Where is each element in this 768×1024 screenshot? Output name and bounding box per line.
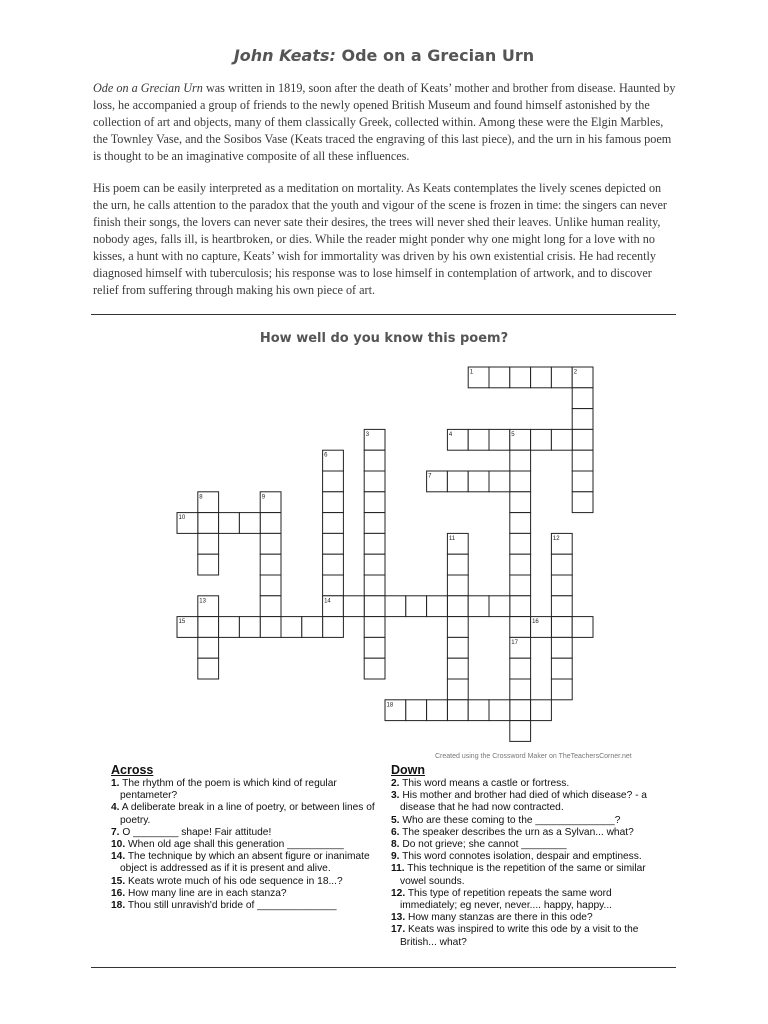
crossword-cell[interactable] bbox=[468, 471, 489, 492]
clue-text: Keats wrote much of his ode sequence in 18...? bbox=[125, 875, 343, 887]
crossword-cell[interactable] bbox=[468, 700, 489, 721]
clue-text: How many stanzas are there in this ode? bbox=[405, 912, 593, 924]
down-clue bbox=[391, 778, 663, 790]
crossword-cell[interactable] bbox=[551, 575, 572, 596]
cell-number: 1 bbox=[469, 369, 474, 376]
crossword-cell[interactable] bbox=[572, 388, 593, 409]
down-clue bbox=[391, 815, 663, 827]
clue-text: This technique is the repetition of the same or similar vowel sounds. bbox=[400, 863, 646, 887]
crossword-cell[interactable] bbox=[447, 617, 468, 638]
crossword-cell[interactable] bbox=[510, 471, 531, 492]
across-clue bbox=[111, 876, 376, 888]
crossword-cell[interactable] bbox=[323, 492, 344, 513]
crossword-cell[interactable] bbox=[364, 554, 385, 575]
clue-number: 11. bbox=[391, 863, 405, 875]
crossword-cell[interactable] bbox=[364, 471, 385, 492]
crossword-cell[interactable] bbox=[364, 533, 385, 554]
crossword-cell[interactable] bbox=[551, 596, 572, 617]
crossword-cell[interactable] bbox=[364, 492, 385, 513]
crossword-cell[interactable] bbox=[468, 429, 489, 450]
across-clue bbox=[111, 802, 376, 826]
down-clue bbox=[391, 839, 663, 851]
crossword-cell[interactable] bbox=[551, 658, 572, 679]
crossword-cell[interactable] bbox=[551, 429, 572, 450]
clue-number: 3. bbox=[391, 790, 400, 802]
quiz-heading: How well do you know this poem? bbox=[259, 331, 509, 346]
clue-number: 16. bbox=[111, 887, 126, 899]
bottom-divider bbox=[91, 967, 676, 968]
crossword-cell[interactable] bbox=[510, 533, 531, 554]
crossword-cell[interactable] bbox=[572, 617, 593, 638]
down-heading: Down bbox=[391, 763, 426, 777]
title-author: John Keats: bbox=[233, 46, 336, 65]
crossword-cell[interactable] bbox=[489, 700, 510, 721]
down-clue bbox=[391, 912, 663, 924]
clue-text: When old age shall this generation __________ bbox=[125, 839, 344, 851]
crossword-cell[interactable] bbox=[510, 679, 531, 700]
clue-number: 13. bbox=[391, 912, 406, 924]
crossword-cell[interactable] bbox=[551, 637, 572, 658]
cell-number: 14 bbox=[324, 598, 331, 605]
across-clue-list bbox=[111, 778, 376, 912]
poem-name: Ode on a Grecian Urn bbox=[93, 81, 203, 95]
crossword-cell[interactable] bbox=[447, 679, 468, 700]
clue-text: This type of repetition repeats the same word immediately; eg never, never.... happy, happy... bbox=[400, 887, 612, 912]
crossword-cell[interactable] bbox=[510, 492, 531, 513]
crossword-cell[interactable] bbox=[510, 554, 531, 575]
clue-text: O ________ shape! Fair attitude! bbox=[119, 826, 272, 838]
clue-text: Who are these coming to the ______________? bbox=[399, 814, 621, 826]
across-clue bbox=[111, 888, 376, 900]
clue-number: 10. bbox=[111, 839, 126, 851]
clue-number: 14. bbox=[111, 851, 126, 863]
crossword-cell[interactable] bbox=[489, 367, 510, 388]
cell-number: 4 bbox=[448, 431, 453, 438]
crossword-cell[interactable] bbox=[323, 554, 344, 575]
clue-text: This word connotes isolation, despair and emptiness. bbox=[399, 851, 642, 863]
crossword-cell[interactable] bbox=[531, 700, 552, 721]
crossword-cell[interactable] bbox=[323, 575, 344, 596]
clue-number: 17. bbox=[391, 924, 406, 936]
down-clue bbox=[391, 863, 663, 887]
crossword-cell[interactable] bbox=[239, 617, 260, 638]
cell-number: 6 bbox=[324, 452, 328, 459]
crossword-cell[interactable] bbox=[572, 492, 593, 513]
crossword-cell[interactable] bbox=[364, 617, 385, 638]
crossword-cell[interactable] bbox=[364, 575, 385, 596]
crossword-cell[interactable] bbox=[260, 533, 281, 554]
crossword-cell[interactable] bbox=[239, 513, 260, 534]
crossword-cell[interactable] bbox=[447, 637, 468, 658]
crossword-cell[interactable] bbox=[260, 513, 281, 534]
crossword-cell[interactable] bbox=[531, 429, 552, 450]
clue-text: How many line are in each stanza? bbox=[125, 887, 287, 899]
across-heading: Across bbox=[111, 763, 154, 777]
crossword-cell[interactable] bbox=[551, 617, 572, 638]
title-poem: Ode on a Grecian Urn bbox=[341, 46, 535, 65]
crossword-cell[interactable] bbox=[510, 658, 531, 679]
crossword-cell[interactable] bbox=[572, 429, 593, 450]
down-clue bbox=[391, 888, 663, 912]
cell-number: 5 bbox=[511, 431, 515, 438]
crossword-cell[interactable] bbox=[198, 533, 219, 554]
crossword-cell[interactable] bbox=[364, 637, 385, 658]
cell-number: 9 bbox=[261, 494, 266, 501]
clue-text: His mother and brother had died of which disease? - a disease that he had now contracted. bbox=[399, 790, 647, 814]
crossword-cell[interactable] bbox=[364, 513, 385, 534]
crossword-cell[interactable] bbox=[219, 617, 240, 638]
crossword-cell[interactable] bbox=[489, 471, 510, 492]
crossword-cell[interactable] bbox=[323, 533, 344, 554]
crossword-cell[interactable] bbox=[364, 450, 385, 471]
clue-number: 18. bbox=[111, 900, 126, 912]
crossword-cell[interactable] bbox=[323, 513, 344, 534]
crossword-cell[interactable] bbox=[447, 596, 468, 617]
cell-number: 2 bbox=[573, 369, 578, 376]
crossword-cell[interactable] bbox=[427, 596, 448, 617]
clue-number: 1. bbox=[111, 778, 120, 789]
clue-number: 2. bbox=[391, 778, 400, 789]
clue-text: Do not grieve; she cannot ________ bbox=[399, 839, 567, 851]
crossword-cell[interactable] bbox=[572, 471, 593, 492]
crossword-cell[interactable] bbox=[406, 700, 427, 721]
crossword-cell[interactable] bbox=[510, 596, 531, 617]
credit-line: Created using the Crossword Maker on TheTeachersCorner.net bbox=[435, 753, 632, 760]
down-clue bbox=[391, 924, 663, 948]
crossword-cell[interactable] bbox=[343, 596, 364, 617]
crossword-cell[interactable] bbox=[260, 596, 281, 617]
across-clue bbox=[111, 900, 376, 912]
cell-number: 16 bbox=[532, 619, 539, 626]
crossword-cell[interactable] bbox=[281, 617, 302, 638]
crossword-cell[interactable] bbox=[385, 596, 406, 617]
clue-text: Thou still unravish'd bride of ______________ bbox=[125, 900, 337, 912]
crossword-cell[interactable] bbox=[260, 575, 281, 596]
crossword-cell[interactable] bbox=[510, 575, 531, 596]
crossword-cell[interactable] bbox=[551, 679, 572, 700]
across-clues bbox=[111, 763, 376, 912]
crossword-cell[interactable] bbox=[427, 700, 448, 721]
crossword-cell[interactable] bbox=[531, 367, 552, 388]
crossword-cell[interactable] bbox=[489, 429, 510, 450]
crossword-cell[interactable] bbox=[260, 617, 281, 638]
cell-number: 12 bbox=[552, 535, 560, 542]
crossword-cell[interactable] bbox=[489, 596, 510, 617]
crossword-cell[interactable] bbox=[447, 658, 468, 679]
crossword-cell[interactable] bbox=[551, 554, 572, 575]
clue-number: 12. bbox=[391, 887, 406, 899]
across-clue bbox=[111, 827, 376, 839]
clue-number: 5. bbox=[391, 814, 400, 826]
crossword-cell[interactable] bbox=[447, 554, 468, 575]
crossword-cell[interactable] bbox=[198, 637, 219, 658]
cell-number: 15 bbox=[178, 619, 186, 626]
cell-number: 18 bbox=[386, 702, 394, 709]
down-clues bbox=[391, 763, 663, 949]
crossword-cell[interactable] bbox=[406, 596, 427, 617]
clue-text: The speaker describes the urn as a Sylvan... what? bbox=[399, 826, 634, 838]
crossword-cell[interactable] bbox=[510, 513, 531, 534]
crossword-cell[interactable] bbox=[198, 617, 219, 638]
cell-number: 3 bbox=[365, 431, 370, 438]
clue-number: 6. bbox=[391, 826, 400, 838]
clue-text: The technique by which an absent figure or inanimate object is addressed as if it is present and alive. bbox=[120, 851, 370, 875]
clue-number: 4. bbox=[111, 802, 120, 814]
clue-number: 15. bbox=[111, 875, 126, 887]
across-clue bbox=[111, 839, 376, 851]
crossword-cell[interactable] bbox=[447, 575, 468, 596]
cell-number: 17 bbox=[511, 639, 518, 646]
clue-text: This word means a castle or fortress. bbox=[399, 778, 570, 789]
crossword-cell[interactable] bbox=[198, 554, 219, 575]
down-clue bbox=[391, 827, 663, 839]
clue-text: Keats was inspired to write this ode by a visit to the British... what? bbox=[400, 924, 639, 948]
intro-paragraph-1-text: was written in 1819, soon after the death of Keats’ mother and brother from disease. Haunted by loss, he accompanied a group of friends to the newly opened British Museum and found himself astonished by the collection of art and objects, many of them classically Greek, collected within. Among these were the Elgin Marbles, the Townley Vase, and the Sosibos Vase (Keats traced the engraving of this last piece), and the urn in his famous poem is thought to be an imaginative composite of all these influences. bbox=[93, 81, 676, 163]
clue-number: 9. bbox=[391, 851, 400, 863]
across-clue bbox=[111, 851, 376, 875]
down-clue bbox=[391, 790, 663, 814]
crossword-cell[interactable] bbox=[302, 617, 323, 638]
crossword-cell[interactable] bbox=[572, 450, 593, 471]
crossword-cell[interactable] bbox=[510, 367, 531, 388]
cell-number: 13 bbox=[199, 598, 206, 605]
crossword-cell[interactable] bbox=[510, 450, 531, 471]
clue-text: The rhythm of the poem is which kind of regular pentameter? bbox=[119, 778, 337, 802]
clue-text: A deliberate break in a line of poetry, or between lines of poetry. bbox=[119, 802, 375, 826]
crossword-cell[interactable] bbox=[364, 596, 385, 617]
crossword-cell[interactable] bbox=[364, 658, 385, 679]
crossword-cell[interactable] bbox=[572, 409, 593, 430]
crossword-cell[interactable] bbox=[510, 617, 531, 638]
crossword-cell[interactable] bbox=[551, 367, 572, 388]
cell-number: 10 bbox=[178, 515, 186, 522]
crossword-cell[interactable] bbox=[219, 513, 240, 534]
crossword-cell[interactable] bbox=[447, 471, 468, 492]
intro-paragraph-2: His poem can be easily interpreted as a meditation on mortality. As Keats contemplates the lively scenes depicted on the urn, he calls attention to the paradox that the youth and vigour of the scene is frozen in time: the singers can never finish their songs, the lovers can never sate their desires, the trees will never shed their leaves. Unlike human reality, nobody ages, falls ill, is heartbroken, or dies. While the reader might ponder why one might long for a love with no kisses, a hunt with no capture, Keats’ wish for immortality was driven by his own existential crisis. He had recently diagnosed himself with tuberculosis; his response was to lose himself in contemplation of artwork, and to discover relief from suffering through making his own piece of art. bbox=[93, 181, 667, 297]
crossword-cell[interactable] bbox=[198, 658, 219, 679]
down-clue bbox=[391, 851, 663, 863]
cell-number: 8 bbox=[199, 494, 203, 501]
clue-number: 7. bbox=[111, 826, 120, 838]
down-clue-list bbox=[391, 778, 663, 949]
crossword-cell[interactable] bbox=[510, 700, 531, 721]
across-clue bbox=[111, 778, 376, 802]
crossword-cell[interactable] bbox=[468, 596, 489, 617]
cell-number: 11 bbox=[448, 535, 456, 542]
crossword-cell[interactable] bbox=[510, 721, 531, 742]
crossword-cell[interactable] bbox=[323, 617, 344, 638]
cell-number: 7 bbox=[428, 473, 432, 480]
crossword-cell[interactable] bbox=[198, 513, 219, 534]
crossword-cell[interactable] bbox=[447, 700, 468, 721]
crossword-cell[interactable] bbox=[260, 554, 281, 575]
clue-number: 8. bbox=[391, 839, 400, 851]
crossword-cell[interactable] bbox=[323, 471, 344, 492]
